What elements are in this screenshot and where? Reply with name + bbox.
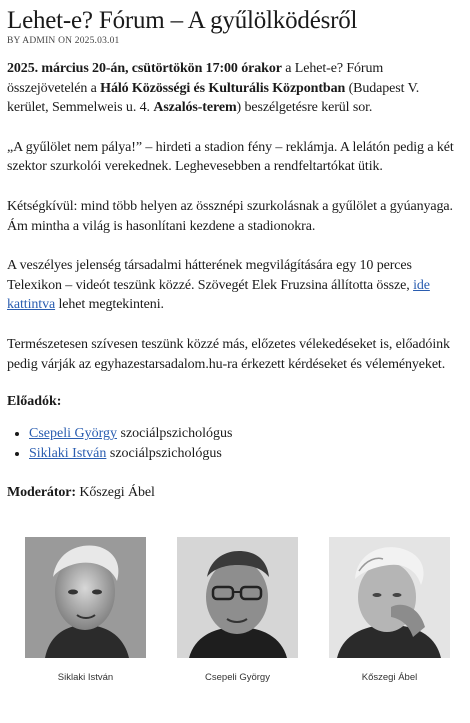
paragraph-quote: „A gyűlölet nem pálya!” – hirdeti a stadion fény – reklámja. A lelátón pedig a két szektor szurkolói verekednek. Leghevesebben a rendfeltartókat ütik.: [7, 139, 454, 175]
photo-caption: Siklaki István: [57, 671, 114, 683]
room-name: Aszalós-terem: [153, 100, 237, 116]
photo-caption: Kőszegi Ábel: [361, 671, 418, 683]
list-item: • Siklaki István szociálpszichológus: [29, 444, 463, 464]
moderator-label: Moderátor:: [7, 485, 76, 501]
paragraph-questions: Természetesen szívesen teszünk közzé más, előzetes vélekedéseket is, előadóink pedig várják az egyhazestarsadalom.hu-ra érkezett kérdéseket és véleményeket.: [7, 336, 450, 372]
list-item: • Csepeli György szociálpszichológus: [29, 424, 463, 444]
photo-koszegi: [329, 537, 450, 683]
moderator-line: [7, 483, 463, 503]
page-title: Lehet-e? Fórum – A gyűlölködésről: [7, 7, 358, 34]
speakers-heading: Előadók:: [7, 394, 62, 410]
moderator-name: Kőszegi Ábel: [75, 485, 155, 501]
video-link[interactable]: ide kattintva: [7, 277, 430, 313]
post-meta: BY ADMIN ON 2025.03.01: [7, 36, 120, 46]
photo-siklaki: [25, 537, 146, 683]
speaker-photos: [7, 537, 463, 683]
intro-paragraph: 2025. március 20-án, csütörtökön 17:00 órakor a Lehet-e? Fórum összejövetelén a Háló Közösségi és Kulturális Központban (Budapest V. kerület, Semmelweis u. 4. Aszalós-terem) beszélgetésre kerül sor.: [7, 61, 420, 116]
speaker-link-siklaki[interactable]: Siklaki István: [29, 445, 107, 461]
portrait-siklaki: [25, 537, 146, 658]
speakers-list: [7, 424, 463, 463]
paragraph-stadium: Kétségkívül: mind több helyen az össznépi szurkolásnak a gyűlölet a gyúanyaga. Ám mintha a világ is hasonlítani kezdene a stadionokra.: [7, 198, 453, 234]
venue-name: Háló Közösségi és Kulturális Központban: [100, 80, 346, 96]
speaker-link-csepeli[interactable]: Csepeli György: [29, 426, 118, 442]
paragraph-video: A veszélyes jelenség társadalmi hátterének megvilágítására egy 10 perces Telexikon – videót teszünk közzé. Szövegét Elek Fruzsina állította össze, ide kattintva lehet megtekinteni.: [7, 258, 430, 313]
event-date: 2025. március 20-án, csütörtökön 17:00 órakor: [7, 61, 282, 76]
photo-csepeli: [177, 537, 298, 683]
portrait-koszegi: [329, 537, 450, 658]
photo-caption: Csepeli György: [205, 671, 270, 683]
portrait-csepeli: [177, 537, 298, 658]
